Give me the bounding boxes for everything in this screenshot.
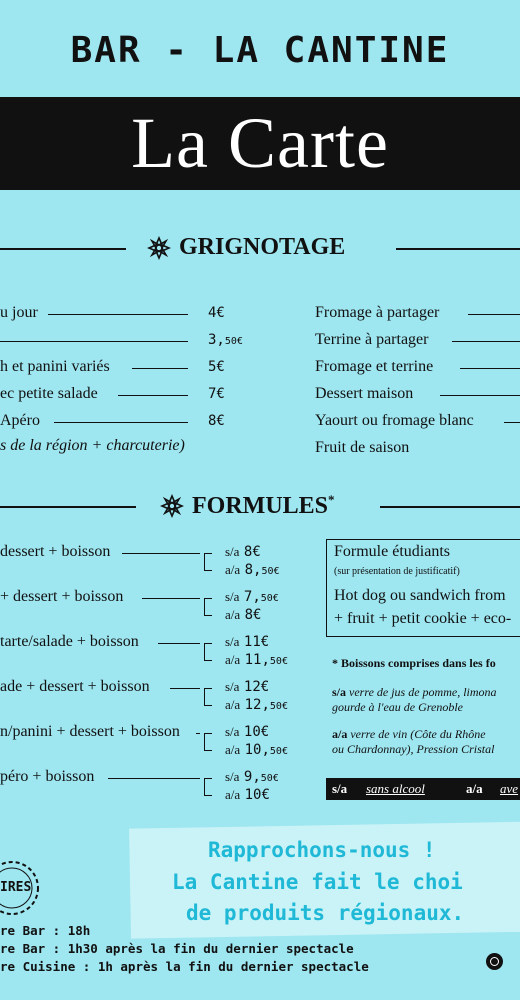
- price-sa: s/a 7,50€: [225, 589, 279, 605]
- list-item: Dessert maison: [315, 385, 414, 402]
- instagram-icon[interactable]: [486, 953, 503, 970]
- price-sa: s/a 12€: [225, 679, 270, 695]
- price-bracket: [204, 553, 212, 571]
- price-aa: a/a 10€: [225, 787, 270, 803]
- item-note: s de la région + charcuterie): [0, 437, 185, 454]
- list-item: Yaourt ou fromage blanc: [315, 412, 474, 429]
- formule-item: dessert + boisson: [0, 543, 111, 560]
- promo-line: Rapprochons-nous !: [208, 838, 436, 862]
- rule-right: [380, 506, 520, 508]
- sa-note: gourde à l'eau de Grenoble: [332, 700, 463, 714]
- leader-line: [0, 341, 188, 342]
- list-item: u jour: [0, 304, 38, 321]
- leader-line: [452, 341, 520, 342]
- price-bracket: [204, 643, 212, 661]
- students-box: [326, 539, 520, 637]
- grignotage-header: [0, 234, 520, 264]
- students-note: (sur présentation de justificatif): [334, 566, 460, 577]
- leader-line: [170, 688, 200, 689]
- rule-left: [0, 248, 126, 250]
- price-sa: s/a 11€: [225, 634, 270, 650]
- hours-line: re Cuisine : 1h après la fin du dernier spectacle: [0, 959, 369, 974]
- formules-asterisk: *: [328, 492, 335, 507]
- hours-line: re Bar : 1h30 après la fin du dernier spectacle: [0, 941, 354, 956]
- formule-item: + dessert + boisson: [0, 588, 124, 605]
- item-price: 4€: [208, 305, 225, 321]
- aa-note: a/a verre de vin (Côte du Rhône: [332, 727, 486, 741]
- formules-title: FORMULES: [192, 493, 329, 519]
- legend-aa-text: ave: [500, 781, 519, 796]
- leader-line: [54, 422, 188, 423]
- item-price: 8€: [208, 413, 225, 429]
- aa-note: ou Chardonnay), Pression Cristal: [332, 742, 495, 756]
- flower-icon: [160, 494, 184, 518]
- rule-left: [0, 506, 136, 508]
- formule-item: n/panini + dessert + boisson: [0, 723, 180, 740]
- formule-item: péro + boisson: [0, 768, 95, 785]
- list-item: ec petite salade: [0, 385, 98, 402]
- bar-title: BAR - LA CANTINE: [70, 30, 450, 71]
- price-sa: s/a 10€: [225, 724, 270, 740]
- flower-icon: [147, 236, 171, 260]
- price-bracket: [204, 733, 212, 751]
- formules-header: [0, 492, 520, 522]
- legend-bar: [326, 778, 520, 800]
- price-aa: a/a 10,50€: [225, 742, 288, 758]
- formule-item: tarte/salade + boisson: [0, 633, 139, 650]
- price-bracket: [204, 688, 212, 706]
- leader-line: [48, 314, 188, 315]
- leader-line: [158, 643, 200, 644]
- badge-text: IRES: [0, 880, 32, 895]
- carte-title: La Carte: [131, 103, 389, 183]
- list-item: Fromage et terrine: [315, 358, 434, 375]
- leader-line: [132, 368, 188, 369]
- formules-label: [160, 492, 335, 520]
- list-item: Fromage à partager: [315, 304, 440, 321]
- students-title: Formule étudiants: [334, 543, 450, 560]
- item-price: 7€: [208, 386, 225, 402]
- grignotage-title: GRIGNOTAGE: [179, 234, 346, 260]
- leader-line: [504, 422, 520, 423]
- price-aa: a/a 8,50€: [225, 562, 280, 578]
- list-item: Terrine à partager: [315, 331, 429, 348]
- leader-line: [118, 395, 188, 396]
- leader-line: [122, 553, 200, 554]
- price-aa: a/a 8€: [225, 607, 262, 623]
- leader-line: [196, 733, 200, 734]
- leader-line: [440, 395, 520, 396]
- formule-item: ade + dessert + boisson: [0, 678, 150, 695]
- title-band: [0, 97, 520, 190]
- sa-note: s/a verre de jus de pomme, limona: [332, 685, 497, 699]
- leader-line: [108, 778, 200, 779]
- legend-aa: a/a: [466, 781, 483, 796]
- promo-line: de produits régionaux.: [186, 901, 465, 925]
- legend-sa: s/a: [332, 781, 348, 796]
- grignotage-label: [147, 234, 345, 261]
- list-item: Apéro: [0, 412, 40, 429]
- leader-line: [142, 598, 200, 599]
- price-aa: a/a 11,50€: [225, 652, 288, 668]
- students-line: Hot dog ou sandwich from: [334, 587, 506, 604]
- leader-line: [468, 314, 520, 315]
- list-item: Fruit de saison: [315, 439, 410, 456]
- item-price: 3,50€: [208, 332, 243, 348]
- price-aa: a/a 12,50€: [225, 697, 288, 713]
- students-line: + fruit + petit cookie + eco-: [334, 610, 512, 627]
- logo-badge: [0, 858, 42, 918]
- item-price: 5€: [208, 359, 225, 375]
- leader-line: [460, 368, 520, 369]
- hours-line: re Bar : 18h: [0, 923, 91, 938]
- price-bracket: [204, 778, 212, 796]
- list-item: h et panini variés: [0, 358, 110, 375]
- legend-sa-text: sans alcool: [366, 781, 425, 796]
- price-sa: s/a 8€: [225, 544, 261, 560]
- price-bracket: [204, 598, 212, 616]
- rule-right: [396, 248, 520, 250]
- price-sa: s/a 9,50€: [225, 769, 279, 785]
- boissons-note: * Boissons comprises dans les fo: [332, 656, 496, 670]
- promo-line: La Cantine fait le choi: [172, 870, 463, 894]
